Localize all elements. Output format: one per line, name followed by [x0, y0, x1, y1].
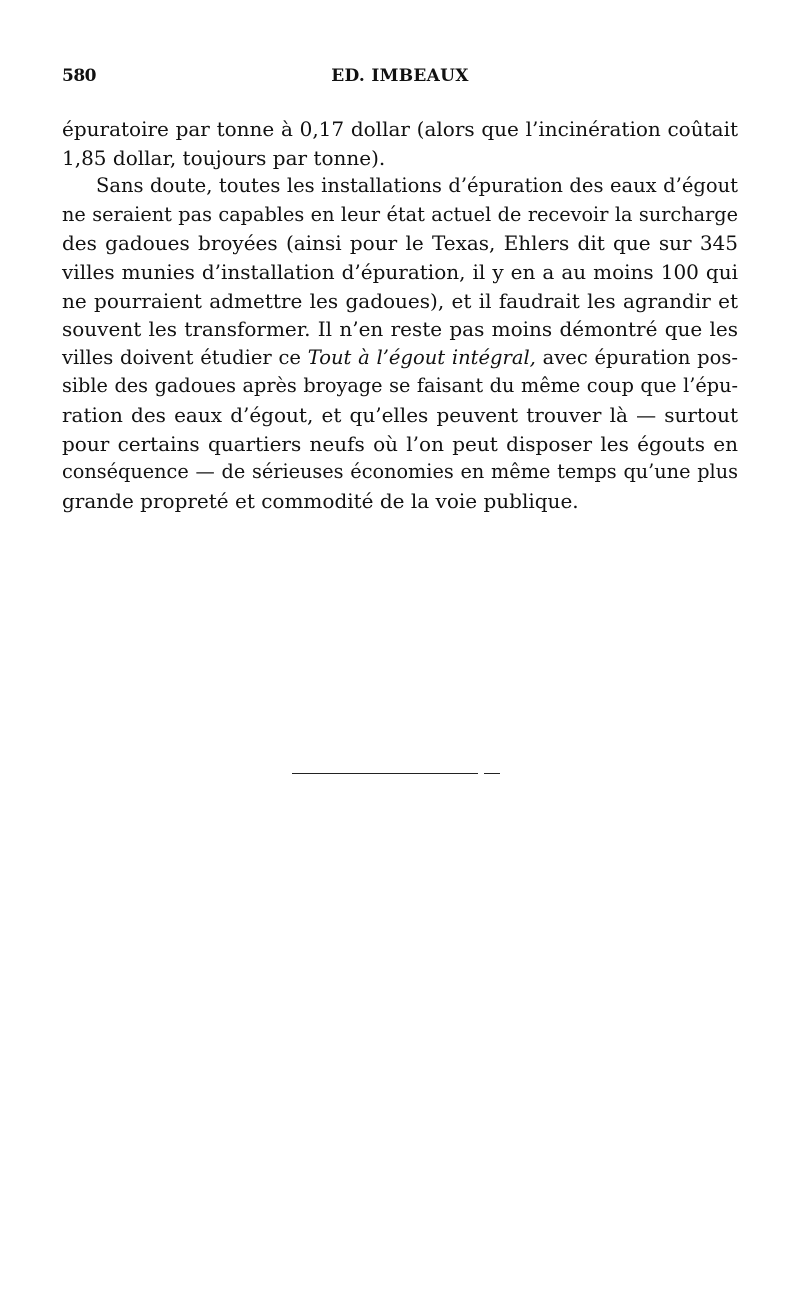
page-header: [62, 66, 738, 92]
text-line: grande propreté et commodité de la voie publique.: [62, 488, 579, 513]
text-line: des gadoues broyées (ainsi pour le Texas, Ehlers dit que sur 345: [62, 231, 738, 256]
text-line: pour certains quartiers neufs où l’on peut disposer les égouts en: [62, 431, 738, 456]
text-line: ne seraient pas capables en leur état actuel de recevoir la surcharge: [62, 202, 738, 226]
running-head: ED. IMBEAUX: [331, 66, 469, 86]
text-line: villes munies d’installation d’épuration, il y en a au moins 100 qui: [62, 259, 738, 284]
italic-phrase: Tout à l’égout intégral,: [307, 345, 536, 369]
text-line-with-italic: [62, 344, 738, 373]
section-end-rule: [292, 773, 478, 774]
text-line: 1,85 dollar, toujours par tonne).: [62, 145, 386, 170]
text-segment: avec épuration pos-: [535, 345, 738, 369]
page-number: 580: [62, 66, 96, 86]
text-line: ne pourraient admettre les gadoues), et il faudrait les agrandir et: [62, 288, 738, 313]
text-line: sible des gadoues après broyage se faisant du même coup que l’épu-: [62, 374, 738, 398]
text-line: souvent les transformer. Il n’en reste pas moins démontré que les: [62, 317, 738, 342]
text-line: conséquence — de sérieuses économies en même temps qu’une plus: [62, 460, 738, 484]
text-line: épuratoire par tonne à 0,17 dollar (alors que l’incinération coûtait: [62, 117, 738, 141]
body-text: [62, 115, 738, 515]
text-line: Sans doute, toutes les installations d’épuration des eaux d’égout: [96, 174, 738, 198]
text-segment: villes doivent étudier ce: [62, 345, 308, 369]
section-end-rule-tail: [484, 773, 500, 774]
text-line: ration des eaux d’égout, et qu’elles peuvent trouver là — surtout: [62, 402, 738, 427]
